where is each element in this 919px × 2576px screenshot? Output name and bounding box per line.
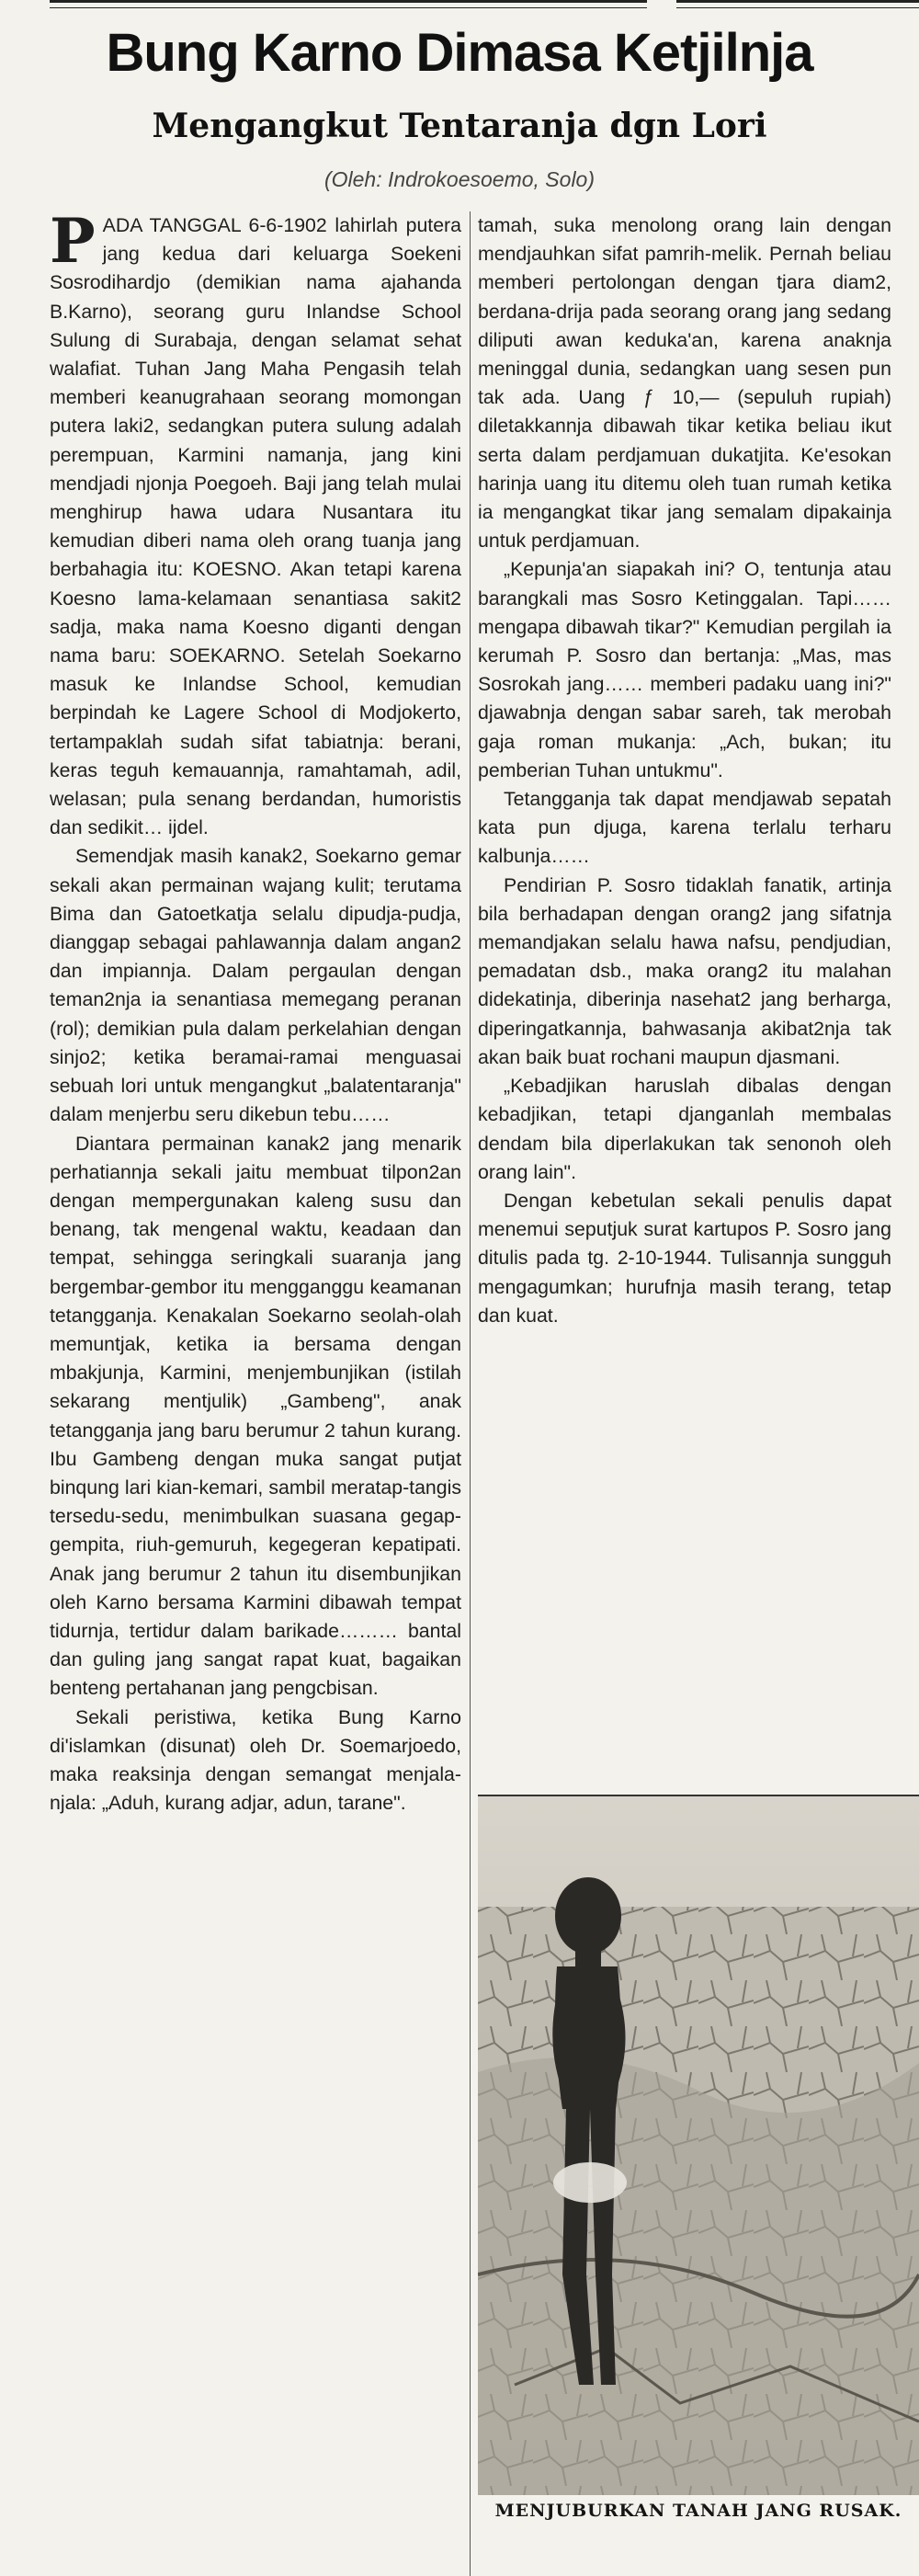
left-column	[50, 205, 461, 1818]
column-divider	[470, 211, 471, 2576]
dropcap: P	[50, 205, 96, 277]
top-rule-left	[50, 0, 647, 8]
paragraph-9: „Kebadjikan haruslah dibalas dengan kebadjikan, tetapi djanganlah membalas dendam bila diperlakukan tak senonoh oleh orang lain".	[478, 1075, 891, 1183]
paragraph-6: „Kepunja'an siapakah ini? O, tentunja atau barangkali mas Sosro Ketinggalan. Tapi…… mengapa dibawah tikar?" Kemudian pergilah ia kerumah P. Sosro dan bertanja: „Mas, mas Sosrokah jang…… memberi padaku uang ini?" djawabnja dengan sabar sareh, tak merobah gaja roman mukanja: „Ach, bukan; itu pemberian Tuhan untukmu".	[478, 558, 891, 781]
paragraph-10: Dengan kebetulan sekali penulis dapat menemui seputjuk surat kartupos P. Sosro jang ditulis pada tg. 2-10-1944. Tulisannja sungguh mengagumkan; hurufnja masih terang, tetap dan kuat.	[478, 1189, 891, 1327]
paragraph-4: Sekali peristiwa, ketika Bung Karno di'islamkan (disunat) oleh Dr. Soemarjoedo, maka reaksinja dengan semangat menjala-njala: „Aduh, kurang adjar, adun, tarane".	[50, 1705, 461, 1815]
paragraph-2: Semendjak masih kanak2, Soekarno gemar sekali akan permainan wajang kulit; terutama Bima dan Gatoetkatja selalu dipudja-pudja, dianggap sebagai pahlawannja dalam angan2 dan impiannja. Dalam pergaulan dengan teman2nja ia senantiasa memegang peranan (rol); demikian pula dalam perkelahian dengan sinjo2; ketika beramai-ramai menguasai sebuah lori untuk mengangkut „balatentaranja" dalam menjerbu seru dikebun tebu……	[50, 845, 461, 1126]
top-rule-right	[676, 0, 919, 8]
news-photo	[478, 1795, 919, 2495]
article-title: Bung Karno Dimasa Ketjilnja	[106, 23, 813, 83]
paragraph-5: tamah, suka menolong orang lain dengan mendjauhkan sifat pamrih-melik. Pernah beliau memberi pertolongan dengan tjara diam2, berdana-drija pada seorang orang jang sedang diliputi awan keduka'an, karena anaknja meninggal dunia, sedangkan uang sesen pun tak ada. Uang ƒ 10,— (sepuluh rupiah) diletakkannja dibawah tikar ketika beliau ikut serta dalam perdjamuan dukatjita. Ke'esokan harinja uang itu ditemu oleh tuan rumah ketika ia mengangkat tikar jang semalam dipakainja untuk perdjamuan.	[478, 214, 891, 553]
right-column	[478, 211, 891, 1330]
photo-child-on-dry-ground	[478, 1796, 919, 2495]
paragraph-3: Diantara permainan kanak2 jang menarik perhatiannja sekali jaitu membuat tilpon2an dengan mempergunakan kaleng susu dan benang, tak mengenal waktu, keadaan dan tempat, sehingga seringkali suaranja jang bergembar-gembor itu mengganggu keamanan tetangganja. Kenakalan Soekarno seolah-olah memuntjak, ketika ia bersama dengan mbakjunja, Karmini, menjembunjikan (istilah sekarang mentjulik) „Gambeng", anak tetangganja jang baru berumur 2 tahun kurang. Ibu Gambeng dengan muka sangat putjat binqung lari kian-kemari, sambil meratap-tangis tersedu-sedu, menimbulkan suasana gegap-gempita, riuh-gemuruh, kegegeran kepatipati. Anak jang berumur 2 tahun itu disembunjikan oleh Karno bersama Karmini dibawah tempat tidurnja, tertidur dalam barikade……… bantal dan guling jang sangat rapat kuat, bagaikan benteng pertahanan jang pengcbisan.	[50, 1132, 461, 1700]
paragraph-7: Tetangganja tak dapat mendjawab sepatah kata pun djuga, karena terlalu terharu kalbunja……	[478, 788, 891, 868]
paragraph-1-text: ADA TANGGAL 6-6-1902 lahirlah putera jang kedua dari keluarga Soekeni Sosrodihardjo (demikian nama ajahanda B.Karno), seorang guru Inlandse School Sulung di Surabaja, dengan selamat sehat walafiat. Tuhan Jang Maha Pengasih telah memberi keanugrahaan seorang momongan putera laki2, sedangkan putera sulung adalah perempuan, Karmini namanja, jang kini mendjadi njonja Poegoeh. Baji jang telah mulai menghirup hawa udara Nusantara itu kemudian diberi nama oleh orang tuanja jang berbahagia itu: KOESNO. Akan tetapi karena Koesno lama-kelamaan senantiasa sakit2 sadja, maka nama Koesno diganti dengan nama baru: SOEKARNO. Setelah Soekarno masuk ke Inlandse School, kemudian berpindah ke Lagere School di Modjokerto, tertampaklah sudah sifat tabiatnja: berani, keras teguh kemauannja, ramahtamah, adil, welasan; pula senang berdandan, humoristis dan sedikit… ijdel.	[50, 214, 461, 839]
paragraph-1	[50, 205, 461, 842]
photo-caption: MENJUBURKAN TANAH JANG RUSAK.	[494, 2501, 902, 2521]
paragraph-8: Pendirian P. Sosro tidaklah fanatik, artinja bila berhadapan dengan orang2 jang sifatnja memandjakan selalu hawa nafsu, pendjudian, pemadatan dsb., maka orang2 itu malahan didekatinja, diberinja nasehat2 jang berharga, diperingatkannja, bahwasanja akibat2nja tak akan baik buat rochani maupun djasmani.	[478, 873, 891, 1068]
article-byline: (Oleh: Indrokoesoemo, Solo)	[323, 167, 596, 191]
article-subtitle: Mengangkut Tentaranja dgn Lori	[152, 107, 767, 145]
